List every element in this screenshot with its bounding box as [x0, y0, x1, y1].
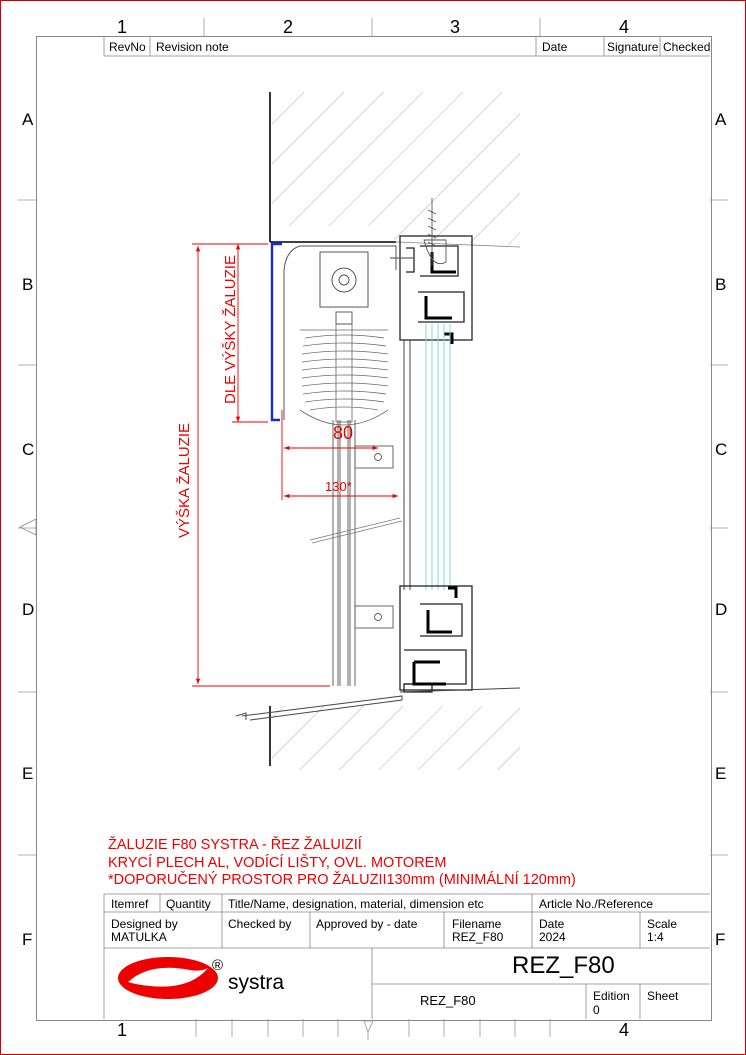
dimension-130: 130*: [325, 479, 352, 494]
tb-scale-label: Scale: [647, 917, 678, 931]
tb-approved-by-label: Approved by - date: [316, 917, 418, 931]
tb-sheet-label: Sheet: [647, 989, 679, 1003]
drawing-name: REZ_F80: [420, 993, 476, 1008]
window-frame-bottom: [400, 586, 472, 692]
tb-scale-value: 1:4: [647, 930, 664, 944]
tb-header-article: Article No./Reference: [539, 897, 654, 911]
grid-number-3-top: 3: [450, 17, 461, 37]
grid-letter-b-right: B: [715, 275, 727, 294]
guide-rail: [333, 420, 393, 686]
cover-plate: [272, 244, 282, 420]
tb-designed-by-value: MATULKA: [111, 930, 167, 944]
registered-mark: ®: [212, 957, 224, 974]
grid-number-4-top: 4: [619, 17, 630, 37]
wall-sill: [272, 706, 520, 770]
tb-edition-label: Edition: [593, 989, 630, 1003]
tb-header-title: Title/Name, designation, material, dimension etc: [228, 897, 484, 911]
rev-header-signature: Signature: [607, 40, 659, 54]
grid-number-1-top: 1: [117, 17, 128, 37]
grid-letter-d-left: D: [22, 600, 35, 619]
centering-mark-left: [20, 519, 36, 535]
note-line-3: *DOPORUČENÝ PROSTOR PRO ŽALUZII130mm (MINIMÁLNÍ 120mm): [108, 872, 576, 888]
note-line-1: ŽALUZIE F80 SYSTRA - ŘEZ ŽALUIZIÍ: [108, 837, 362, 853]
glazing: [426, 324, 450, 590]
grid-letter-e-right: E: [715, 764, 727, 783]
systra-logo-text: systra: [228, 971, 285, 994]
dimension-per-height-label: DLE VÝŠKY ŽALUZIE: [222, 255, 239, 404]
tb-header-itemref: Itemref: [111, 897, 149, 911]
grid-letter-d-right: D: [715, 600, 728, 619]
wall-lintel: [272, 92, 520, 240]
tb-filename-value: REZ_F80: [452, 930, 504, 944]
bottom-ruler: [196, 1019, 550, 1040]
grid-letter-a-left: A: [22, 110, 34, 129]
tb-filename-label: Filename: [452, 917, 502, 931]
tb-checked-by-label: Checked by: [228, 917, 292, 931]
window-frame-top: [390, 236, 472, 340]
systra-logo-mark: [118, 957, 218, 999]
drawing-title: REZ_F80: [512, 952, 615, 979]
rev-header-note: Revision note: [156, 40, 229, 54]
slat-package: [300, 312, 388, 425]
tb-edition-value: 0: [593, 1003, 600, 1017]
grid-letter-b-left: B: [22, 275, 34, 294]
dimension-80: 80: [333, 423, 354, 443]
dimension-height-label: VÝŠKA ŽALUZIE: [176, 422, 193, 538]
grid-number-2-top: 2: [283, 17, 294, 37]
rev-header-revno: RevNo: [109, 40, 146, 54]
note-line-2: KRYCÍ PLECH AL, VODÍCÍ LIŠTY, OVL. MOTOREM: [108, 855, 447, 871]
grid-number-4-bottom: 4: [619, 1020, 630, 1040]
tb-date-value: 2024: [539, 930, 566, 944]
grid-letter-f-left: F: [22, 930, 33, 949]
tb-header-quantity: Quantity: [166, 897, 211, 911]
grid-letter-c-right: C: [715, 440, 728, 459]
grid-letter-e-left: E: [22, 764, 34, 783]
tb-date-label: Date: [539, 917, 565, 931]
grid-number-1-bottom: 1: [117, 1020, 128, 1040]
grid-letter-f-right: F: [715, 930, 726, 949]
grid-letter-a-right: A: [715, 110, 727, 129]
grid-letter-c-left: C: [22, 440, 35, 459]
rev-header-date: Date: [542, 40, 568, 54]
rev-header-checked: Checked: [663, 40, 711, 54]
tb-designed-by-label: Designed by: [111, 917, 178, 931]
shutter-hood: [284, 246, 396, 420]
